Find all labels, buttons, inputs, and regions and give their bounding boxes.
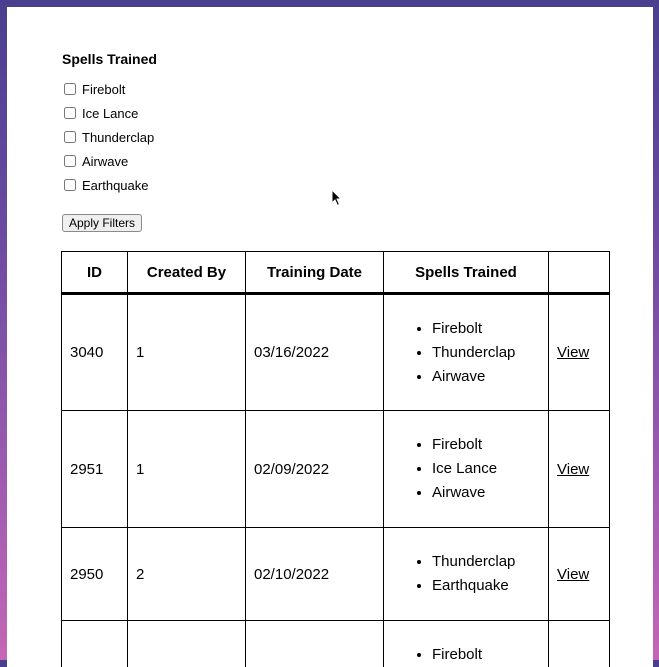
cell-spells xyxy=(384,528,549,621)
page xyxy=(7,7,653,667)
cell-created-by: 1 xyxy=(128,411,246,528)
spell-item: • Earthquake xyxy=(432,574,548,598)
cell-training-date: 03/16/2022 xyxy=(246,294,384,411)
cell-training-date: 02/10/2022 xyxy=(246,528,384,621)
cell-actions xyxy=(549,621,610,667)
spell-item: • Thunderclap xyxy=(432,341,548,365)
apply-filters-button[interactable]: Apply Filters xyxy=(62,214,142,232)
filter-option-earthquake[interactable] xyxy=(62,173,157,197)
mouse-pointer-icon xyxy=(331,189,343,207)
table-row xyxy=(62,294,610,411)
spell-item: • Thunderclap xyxy=(432,550,548,574)
filter-checkbox-thunderclap[interactable] xyxy=(64,131,76,143)
filter-option-label: Earthquake xyxy=(82,178,149,193)
spell-list xyxy=(392,433,548,505)
filter-checkbox-ice-lance[interactable] xyxy=(64,107,76,119)
spell-item: • Ice Lance xyxy=(432,457,548,481)
filter-option-ice-lance[interactable] xyxy=(62,101,157,125)
spell-item: • Firebolt xyxy=(432,643,548,667)
column-header-created-by: Created By xyxy=(128,252,246,294)
filter-option-label: Airwave xyxy=(82,154,128,169)
filter-title: Spells Trained xyxy=(62,51,157,67)
filter-checkbox-firebolt[interactable] xyxy=(64,83,76,95)
cell-training-date: 02/09/2022 xyxy=(246,411,384,528)
cell-actions xyxy=(549,528,610,621)
cell-created-by: 2 xyxy=(128,528,246,621)
cell-spells xyxy=(384,411,549,528)
spell-list xyxy=(392,317,548,389)
filter-option-label: Ice Lance xyxy=(82,106,138,121)
view-link[interactable]: View xyxy=(557,566,589,583)
cell-id: 2951 xyxy=(62,411,128,528)
table-header-row xyxy=(62,252,610,294)
column-header-actions xyxy=(549,252,610,294)
spell-list xyxy=(392,550,548,598)
filter-checkbox-earthquake[interactable] xyxy=(64,179,76,191)
table-row xyxy=(62,621,610,667)
spell-item: • Airwave xyxy=(432,481,548,505)
view-link[interactable]: View xyxy=(557,461,589,478)
filter-option-airwave[interactable] xyxy=(62,149,157,173)
table-row xyxy=(62,411,610,528)
filter-option-label: Thunderclap xyxy=(82,130,154,145)
spell-filter-panel xyxy=(62,51,157,197)
filter-option-thunderclap[interactable] xyxy=(62,125,157,149)
spell-item: • Firebolt xyxy=(432,317,548,341)
cell-training-date xyxy=(246,621,384,667)
cell-created-by: 1 xyxy=(128,294,246,411)
filter-checkbox-airwave[interactable] xyxy=(64,155,76,167)
filter-option-label: Firebolt xyxy=(82,82,125,97)
column-header-id: ID xyxy=(62,252,128,294)
view-link[interactable]: View xyxy=(557,344,589,361)
spell-item: • Firebolt xyxy=(432,433,548,457)
spell-list xyxy=(392,643,548,667)
cell-created-by xyxy=(128,621,246,667)
cell-actions xyxy=(549,294,610,411)
table-row xyxy=(62,528,610,621)
filter-option-firebolt[interactable] xyxy=(62,77,157,101)
cell-id: 3040 xyxy=(62,294,128,411)
column-header-spells-trained: Spells Trained xyxy=(384,252,549,294)
cell-id xyxy=(62,621,128,667)
trainings-table xyxy=(61,251,610,667)
cell-actions xyxy=(549,411,610,528)
cell-spells xyxy=(384,621,549,667)
cell-spells xyxy=(384,294,549,411)
cell-id: 2950 xyxy=(62,528,128,621)
spell-item: • Airwave xyxy=(432,365,548,389)
column-header-training-date: Training Date xyxy=(246,252,384,294)
